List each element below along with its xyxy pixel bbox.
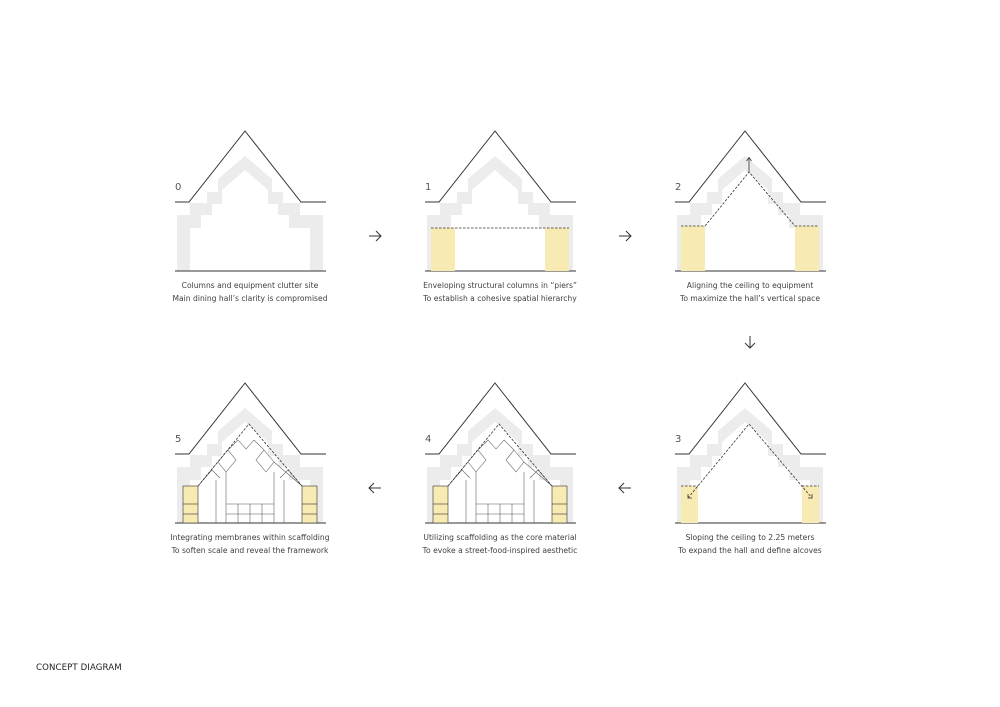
caption-line-2: To evoke a street-food-inspired aesthetic <box>422 546 578 555</box>
step-number: 3 <box>675 434 682 445</box>
caption-line-1: Sloping the ceiling to 2.25 meters <box>685 533 815 542</box>
step-number: 1 <box>425 182 432 193</box>
caption-line-2: To establish a cohesive spatial hierarchy <box>423 294 577 303</box>
left-pier <box>431 228 455 271</box>
step-4-section-drawing <box>420 378 580 538</box>
step-1-section-drawing <box>420 126 580 286</box>
left-pier <box>681 486 698 523</box>
right-pier <box>802 486 819 523</box>
caption-line-1: Columns and equipment clutter site <box>181 281 319 290</box>
arrow-left-icon <box>617 480 633 496</box>
building-outline <box>175 131 326 271</box>
right-pier <box>795 226 819 271</box>
step-3-section-drawing <box>670 378 830 538</box>
step-0-section-drawing <box>170 126 330 286</box>
left-pier <box>433 486 448 523</box>
step-2-caption <box>630 279 870 305</box>
step-number: 2 <box>675 182 682 193</box>
step-0-caption <box>130 279 370 305</box>
caption-line-1: Integrating membranes within scaffolding <box>170 533 330 542</box>
arrow-down-icon <box>742 334 758 350</box>
caption-line-1: Aligning the ceiling to equipment <box>686 281 814 290</box>
diagram-title: CONCEPT DIAGRAM <box>36 663 122 673</box>
right-pier <box>302 486 317 523</box>
caption-line-1: Utilizing scaffolding as the core material <box>423 533 577 542</box>
step-5-section-drawing <box>170 378 330 538</box>
step-3-caption <box>630 531 870 557</box>
arrow-right-icon <box>367 228 383 244</box>
right-pier <box>552 486 567 523</box>
step-number: 4 <box>425 434 432 445</box>
caption-line-2: To soften scale and reveal the framework <box>171 546 329 555</box>
right-pier <box>545 228 569 271</box>
caption-line-1: Enveloping structural columns in “piers” <box>423 281 577 290</box>
caption-line-2: To expand the hall and define alcoves <box>678 546 822 555</box>
step-number: 5 <box>175 434 182 445</box>
step-4-caption <box>380 531 620 557</box>
left-pier <box>183 486 198 523</box>
step-1-caption <box>380 279 620 305</box>
caption-line-2: To maximize the hall’s vertical space <box>680 294 820 303</box>
step-5-caption <box>130 531 370 557</box>
arrow-left-icon <box>367 480 383 496</box>
step-2-section-drawing <box>670 126 830 286</box>
arrow-right-icon <box>617 228 633 244</box>
step-number: 0 <box>175 182 182 193</box>
caption-line-2: Main dining hall’s clarity is compromised <box>172 294 328 303</box>
left-pier <box>681 226 705 271</box>
